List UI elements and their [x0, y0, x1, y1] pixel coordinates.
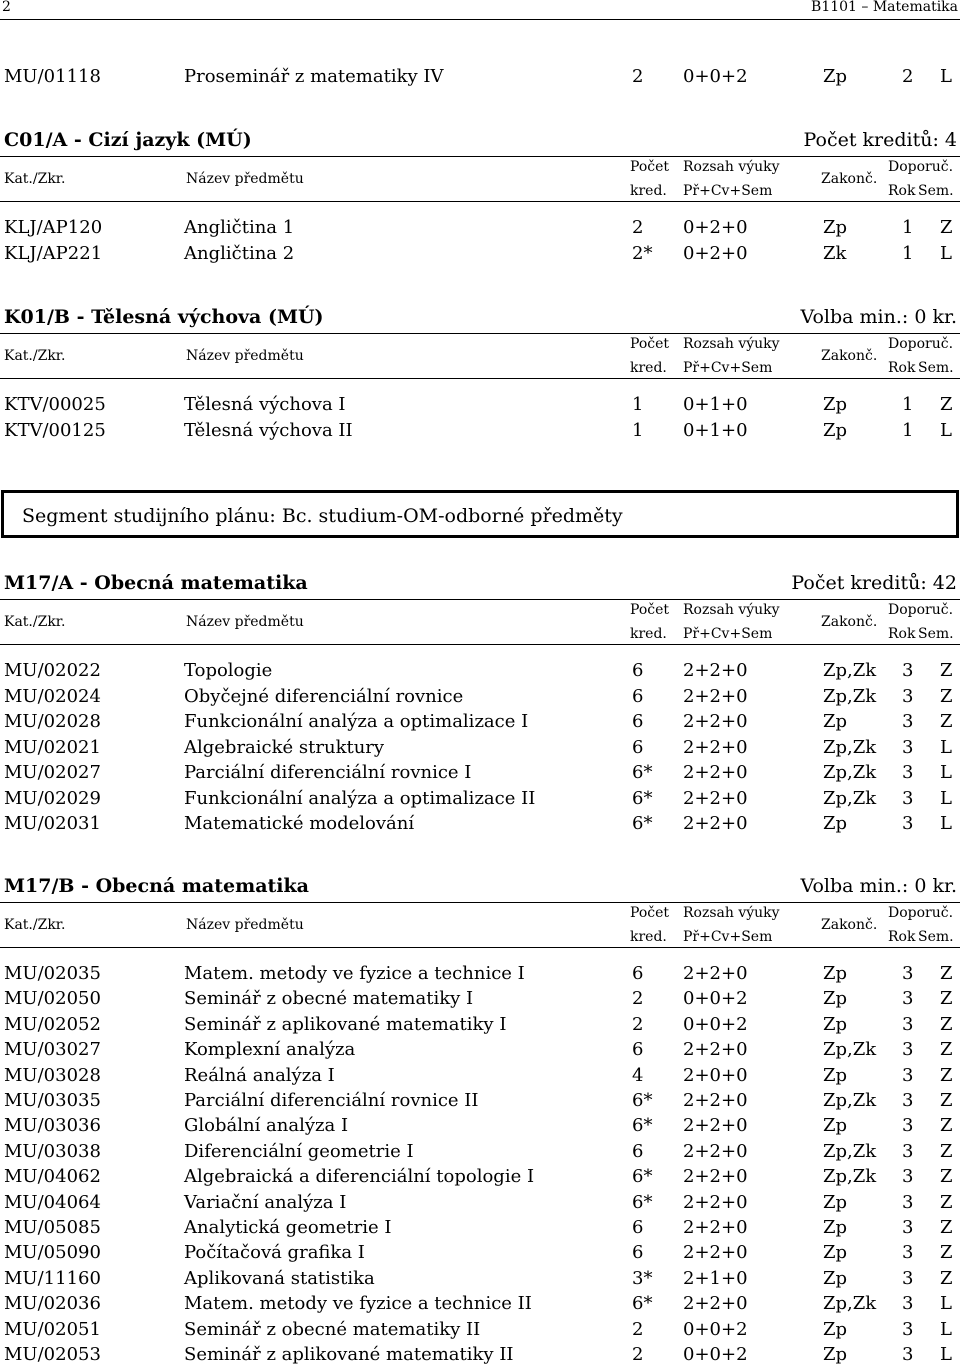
section-header [0, 570, 960, 596]
cell-hours: 0+0+2 [683, 66, 748, 87]
cell-semester: Z [940, 1013, 953, 1035]
cell-semester: L [940, 66, 952, 87]
header-rule [0, 19, 960, 20]
table-row [0, 1139, 960, 1165]
header-completion: Zakonč. [821, 917, 878, 933]
cell-hours: 2+2+0 [683, 787, 748, 809]
cell-name: Obyčejné diferenciální rovnice [184, 685, 464, 707]
cell-semester: Z [940, 711, 953, 732]
cell-hours: 2+2+0 [683, 1217, 748, 1238]
table-row [0, 1291, 960, 1317]
cell-completion: Zp,Zk [823, 1166, 877, 1188]
header-year: Rok [888, 360, 916, 376]
cell-code: MU/03028 [4, 1064, 101, 1086]
table-row [0, 64, 960, 90]
page-number: 2 [2, 0, 11, 15]
cell-completion: Zp [823, 419, 848, 441]
cell-year: 3 [902, 762, 914, 783]
cell-credits: 1 [632, 394, 644, 415]
cell-hours: 2+2+0 [683, 1039, 748, 1061]
header-range: Rozsah výuky [683, 336, 780, 352]
cell-year: 3 [902, 1293, 914, 1315]
cell-semester: Z [940, 1242, 953, 1264]
cell-hours: 0+0+2 [683, 1344, 748, 1365]
cell-name: Seminář z obecné matematiky I [184, 988, 474, 1010]
cell-name: Globální analýza I [184, 1115, 349, 1137]
cell-code: MU/04062 [4, 1166, 101, 1188]
cell-code: MU/03027 [4, 1039, 101, 1061]
cell-name: Variační analýza I [184, 1191, 347, 1213]
cell-credits: 6* [632, 1166, 653, 1188]
cell-completion: Zp [823, 988, 848, 1010]
cell-credits: 6 [632, 711, 644, 732]
cell-hours: 2+2+0 [683, 1140, 748, 1162]
cell-semester: L [940, 242, 952, 264]
cell-semester: Z [940, 685, 953, 707]
cell-semester: Z [940, 963, 953, 984]
section-header [0, 304, 960, 330]
cell-name: Diferenciální geometrie I [184, 1140, 414, 1162]
cell-code: MU/02021 [4, 736, 101, 758]
cell-completion: Zp,Zk [823, 1090, 877, 1111]
cell-year: 3 [902, 1140, 914, 1162]
cell-hours: 2+2+0 [683, 1242, 748, 1264]
cell-credits: 6 [632, 1140, 644, 1162]
header-range: Rozsah výuky [683, 602, 780, 618]
cell-code: MU/02053 [4, 1344, 101, 1365]
cell-completion: Zp,Zk [823, 1293, 877, 1315]
cell-year: 3 [902, 988, 914, 1010]
cell-completion: Zp [823, 66, 848, 87]
cell-hours: 0+0+2 [683, 988, 748, 1010]
table-header [0, 333, 960, 379]
table-row [0, 1317, 960, 1343]
cell-code: MU/02036 [4, 1293, 101, 1315]
header-recommended: Doporuč. [888, 602, 954, 618]
cell-credits: 6 [632, 1039, 644, 1061]
cell-code: MU/02035 [4, 963, 101, 984]
section-credits: Volba min.: 0 kr. [800, 875, 957, 897]
cell-credits: 6* [632, 1191, 653, 1213]
section-title: K01/B - Tělesná výchova (MÚ) [4, 306, 324, 328]
cell-hours: 2+0+0 [683, 1064, 748, 1086]
cell-hours: 0+2+0 [683, 242, 748, 264]
table-row [0, 961, 960, 987]
cell-semester: L [940, 762, 952, 783]
header-count: Počet [630, 602, 670, 618]
cell-completion: Zp,Zk [823, 1140, 877, 1162]
cell-year: 3 [902, 1166, 914, 1188]
table-row [0, 760, 960, 786]
cell-hours: 0+1+0 [683, 419, 748, 441]
header-range: Rozsah výuky [683, 905, 780, 921]
cell-credits: 6 [632, 685, 644, 707]
cell-name: Algebraická a diferenciální topologie I [184, 1166, 535, 1188]
cell-semester: L [940, 1344, 952, 1365]
cell-year: 3 [902, 1267, 914, 1289]
cell-hours: 2+2+0 [683, 711, 748, 732]
cell-hours: 2+2+0 [683, 1090, 748, 1111]
cell-semester: Z [940, 1039, 953, 1061]
cell-completion: Zp,Zk [823, 1039, 877, 1061]
cell-semester: L [940, 1293, 952, 1315]
table-row [0, 1012, 960, 1038]
cell-completion: Zp [823, 394, 848, 415]
cell-credits: 6 [632, 736, 644, 758]
section-header [0, 873, 960, 899]
cell-name: Tělesná výchova II [184, 419, 353, 441]
table-row [0, 1215, 960, 1241]
cell-hours: 0+0+2 [683, 1013, 748, 1035]
section-credits: Volba min.: 0 kr. [800, 306, 957, 328]
cell-semester: Z [940, 1064, 953, 1086]
cell-year: 3 [902, 787, 914, 809]
cell-hours: 2+2+0 [683, 1166, 748, 1188]
table-row [0, 709, 960, 735]
cell-semester: Z [940, 1166, 953, 1188]
cell-year: 3 [902, 963, 914, 984]
cell-completion: Zp [823, 1115, 848, 1137]
cell-completion: Zp [823, 217, 848, 238]
cell-name: Proseminář z matematiky IV [184, 66, 444, 87]
cell-name: Angličtina 1 [184, 217, 295, 238]
cell-code: MU/02027 [4, 762, 101, 783]
cell-year: 3 [902, 1039, 914, 1061]
cell-credits: 6* [632, 787, 653, 809]
cell-semester: Z [940, 988, 953, 1010]
cell-credits: 2 [632, 1013, 644, 1035]
header-credits: kred. [630, 626, 667, 642]
cell-code: MU/04064 [4, 1191, 101, 1213]
cell-hours: 2+2+0 [683, 660, 748, 681]
cell-hours: 2+2+0 [683, 1293, 748, 1315]
cell-year: 2 [902, 66, 914, 87]
cell-code: MU/11160 [4, 1267, 101, 1289]
table-row [0, 811, 960, 837]
cell-credits: 6 [632, 1242, 644, 1264]
section-credits: Počet kreditů: 4 [803, 129, 957, 151]
cell-name: Matem. metody ve fyzice a technice I [184, 963, 525, 984]
cell-year: 3 [902, 660, 914, 681]
header-semester: Sem. [918, 929, 954, 945]
cell-credits: 6* [632, 813, 653, 834]
header-count: Počet [630, 336, 670, 352]
cell-completion: Zp [823, 1267, 848, 1289]
section-header [0, 127, 960, 153]
header-completion: Zakonč. [821, 614, 878, 630]
cell-code: KTV/00025 [4, 394, 106, 415]
cell-name: Analytická geometrie I [184, 1217, 392, 1238]
cell-name: Seminář z aplikované matematiky I [184, 1013, 507, 1035]
header-year: Rok [888, 929, 916, 945]
cell-credits: 6* [632, 1115, 653, 1137]
cell-semester: Z [940, 217, 953, 238]
cell-credits: 2* [632, 242, 653, 264]
cell-credits: 2 [632, 988, 644, 1010]
header-recommended: Doporuč. [888, 159, 954, 175]
cell-code: MU/02022 [4, 660, 101, 681]
table-row [0, 684, 960, 710]
header-range: Rozsah výuky [683, 159, 780, 175]
cell-name: Algebraické struktury [184, 736, 385, 758]
header-completion: Zakonč. [821, 348, 878, 364]
header-hours: Př+Cv+Sem [683, 929, 773, 945]
cell-code: MU/02031 [4, 813, 101, 834]
header-hours: Př+Cv+Sem [683, 626, 773, 642]
cell-completion: Zp [823, 1191, 848, 1213]
cell-hours: 2+2+0 [683, 736, 748, 758]
running-title: B1101 – Matematika [811, 0, 958, 15]
cell-semester: Z [940, 1267, 953, 1289]
header-recommended: Doporuč. [888, 905, 954, 921]
cell-year: 3 [902, 1344, 914, 1365]
cell-name: Parciální diferenciální rovnice II [184, 1090, 479, 1111]
cell-credits: 6 [632, 660, 644, 681]
cell-hours: 0+2+0 [683, 217, 748, 238]
cell-semester: Z [940, 660, 953, 681]
cell-name: Reálná analýza I [184, 1064, 335, 1086]
cell-completion: Zp [823, 813, 848, 834]
cell-code: MU/02051 [4, 1318, 101, 1340]
cell-completion: Zp [823, 1318, 848, 1340]
cell-completion: Zp [823, 963, 848, 984]
cell-semester: Z [940, 1191, 953, 1213]
table-row [0, 1063, 960, 1089]
header-code: Kat./Zkr. [4, 614, 66, 630]
header-hours: Př+Cv+Sem [683, 183, 773, 199]
cell-name: Parciální diferenciální rovnice I [184, 762, 472, 783]
table-header [0, 902, 960, 948]
cell-completion: Zp [823, 1217, 848, 1238]
cell-credits: 2 [632, 1318, 644, 1340]
cell-hours: 2+2+0 [683, 813, 748, 834]
cell-name: Matem. metody ve fyzice a technice II [184, 1293, 532, 1315]
section-title: M17/B - Obecná matematika [4, 875, 309, 897]
header-year: Rok [888, 626, 916, 642]
cell-completion: Zp [823, 1242, 848, 1264]
cell-code: KTV/00125 [4, 419, 106, 441]
cell-hours: 2+2+0 [683, 762, 748, 783]
cell-credits: 6* [632, 1293, 653, 1315]
header-credits: kred. [630, 183, 667, 199]
cell-completion: Zp,Zk [823, 660, 877, 681]
header-semester: Sem. [918, 360, 954, 376]
header-name: Název předmětu [186, 348, 304, 364]
cell-code: MU/02052 [4, 1013, 101, 1035]
table-row [0, 418, 960, 444]
cell-year: 3 [902, 1217, 914, 1238]
cell-credits: 6 [632, 963, 644, 984]
table-row [0, 986, 960, 1012]
header-count: Počet [630, 905, 670, 921]
cell-code: MU/05090 [4, 1242, 101, 1264]
cell-credits: 2 [632, 1344, 644, 1365]
cell-hours: 2+2+0 [683, 685, 748, 707]
cell-semester: L [940, 419, 952, 441]
cell-year: 3 [902, 1191, 914, 1213]
header-recommended: Doporuč. [888, 336, 954, 352]
cell-hours: 2+2+0 [683, 1115, 748, 1137]
cell-name: Matematické modelování [184, 813, 415, 834]
cell-semester: L [940, 787, 952, 809]
cell-year: 3 [902, 711, 914, 732]
header-name: Název předmětu [186, 614, 304, 630]
cell-year: 3 [902, 1013, 914, 1035]
section-title: C01/A - Cizí jazyk (MÚ) [4, 129, 252, 151]
cell-year: 3 [902, 1064, 914, 1086]
cell-semester: Z [940, 1140, 953, 1162]
cell-hours: 0+0+2 [683, 1318, 748, 1340]
header-name: Název předmětu [186, 171, 304, 187]
cell-credits: 6 [632, 1217, 644, 1238]
header-code: Kat./Zkr. [4, 171, 66, 187]
cell-completion: Zp,Zk [823, 685, 877, 707]
segment-box [1, 490, 959, 538]
section-title: M17/A - Obecná matematika [4, 572, 308, 594]
cell-credits: 4 [632, 1064, 644, 1086]
cell-name: Seminář z aplikované matematiky II [184, 1344, 514, 1365]
cell-completion: Zp,Zk [823, 762, 877, 783]
cell-year: 3 [902, 1318, 914, 1340]
cell-semester: L [940, 1318, 952, 1340]
cell-semester: Z [940, 1090, 953, 1111]
cell-year: 3 [902, 1115, 914, 1137]
cell-name: Tělesná výchova I [184, 394, 346, 415]
cell-code: MU/01118 [4, 66, 101, 87]
segment-title: Segment studijního plánu: Bc. studium-OM-odborné předměty [22, 505, 623, 527]
cell-credits: 6* [632, 762, 653, 783]
cell-completion: Zp,Zk [823, 736, 877, 758]
cell-hours: 2+1+0 [683, 1267, 748, 1289]
header-completion: Zakonč. [821, 171, 878, 187]
cell-year: 3 [902, 1090, 914, 1111]
cell-credits: 6* [632, 1090, 653, 1111]
cell-code: MU/02024 [4, 685, 101, 707]
header-semester: Sem. [918, 626, 954, 642]
table-row [0, 735, 960, 761]
table-header [0, 156, 960, 202]
header-credits: kred. [630, 360, 667, 376]
cell-semester: L [940, 813, 952, 834]
cell-hours: 2+2+0 [683, 1191, 748, 1213]
table-row [0, 1088, 960, 1114]
table-row [0, 1266, 960, 1292]
table-row [0, 392, 960, 418]
table-row [0, 215, 960, 241]
cell-name: Funkcionální analýza a optimalizace I [184, 711, 529, 732]
cell-name: Komplexní analýza [184, 1039, 356, 1061]
cell-semester: Z [940, 1115, 953, 1137]
table-header [0, 599, 960, 645]
cell-year: 3 [902, 813, 914, 834]
cell-code: MU/02050 [4, 988, 101, 1010]
cell-code: MU/02028 [4, 711, 101, 732]
header-code: Kat./Zkr. [4, 348, 66, 364]
cell-name: Angličtina 2 [184, 242, 295, 264]
cell-name: Topologie [184, 660, 273, 681]
table-row [0, 1190, 960, 1216]
cell-code: MU/03035 [4, 1090, 101, 1111]
cell-semester: Z [940, 394, 953, 415]
cell-completion: Zp [823, 1064, 848, 1086]
cell-semester: L [940, 736, 952, 758]
cell-credits: 2 [632, 217, 644, 238]
cell-completion: Zp,Zk [823, 787, 877, 809]
header-semester: Sem. [918, 183, 954, 199]
cell-hours: 2+2+0 [683, 963, 748, 984]
cell-completion: Zk [823, 242, 847, 264]
cell-year: 1 [902, 419, 914, 441]
cell-name: Aplikovaná statistika [184, 1267, 375, 1289]
cell-code: MU/05085 [4, 1217, 101, 1238]
table-row [0, 1240, 960, 1266]
cell-code: MU/03036 [4, 1115, 101, 1137]
cell-semester: Z [940, 1217, 953, 1238]
cell-code: KLJ/AP221 [4, 242, 103, 264]
cell-year: 1 [902, 217, 914, 238]
table-row [0, 658, 960, 684]
header-name: Název předmětu [186, 917, 304, 933]
header-count: Počet [630, 159, 670, 175]
cell-completion: Zp [823, 711, 848, 732]
cell-credits: 3* [632, 1267, 653, 1289]
cell-year: 3 [902, 685, 914, 707]
cell-year: 1 [902, 394, 914, 415]
table-row [0, 1342, 960, 1368]
table-row [0, 241, 960, 267]
section-credits: Počet kreditů: 42 [791, 572, 957, 594]
cell-name: Seminář z obecné matematiky II [184, 1318, 481, 1340]
running-header [0, 0, 960, 20]
cell-completion: Zp [823, 1344, 848, 1365]
cell-year: 3 [902, 1242, 914, 1264]
cell-credits: 1 [632, 419, 644, 441]
table-row [0, 1037, 960, 1063]
cell-code: KLJ/AP120 [4, 217, 103, 238]
cell-completion: Zp [823, 1013, 848, 1035]
cell-year: 3 [902, 736, 914, 758]
header-hours: Př+Cv+Sem [683, 360, 773, 376]
header-year: Rok [888, 183, 916, 199]
cell-year: 1 [902, 242, 914, 264]
cell-name: Funkcionální analýza a optimalizace II [184, 787, 536, 809]
cell-credits: 2 [632, 66, 644, 87]
cell-code: MU/03038 [4, 1140, 101, 1162]
table-row [0, 786, 960, 812]
table-row [0, 1113, 960, 1139]
cell-hours: 0+1+0 [683, 394, 748, 415]
header-credits: kred. [630, 929, 667, 945]
cell-code: MU/02029 [4, 787, 101, 809]
cell-name: Počítačová grafika I [184, 1242, 365, 1264]
table-row [0, 1164, 960, 1190]
header-code: Kat./Zkr. [4, 917, 66, 933]
